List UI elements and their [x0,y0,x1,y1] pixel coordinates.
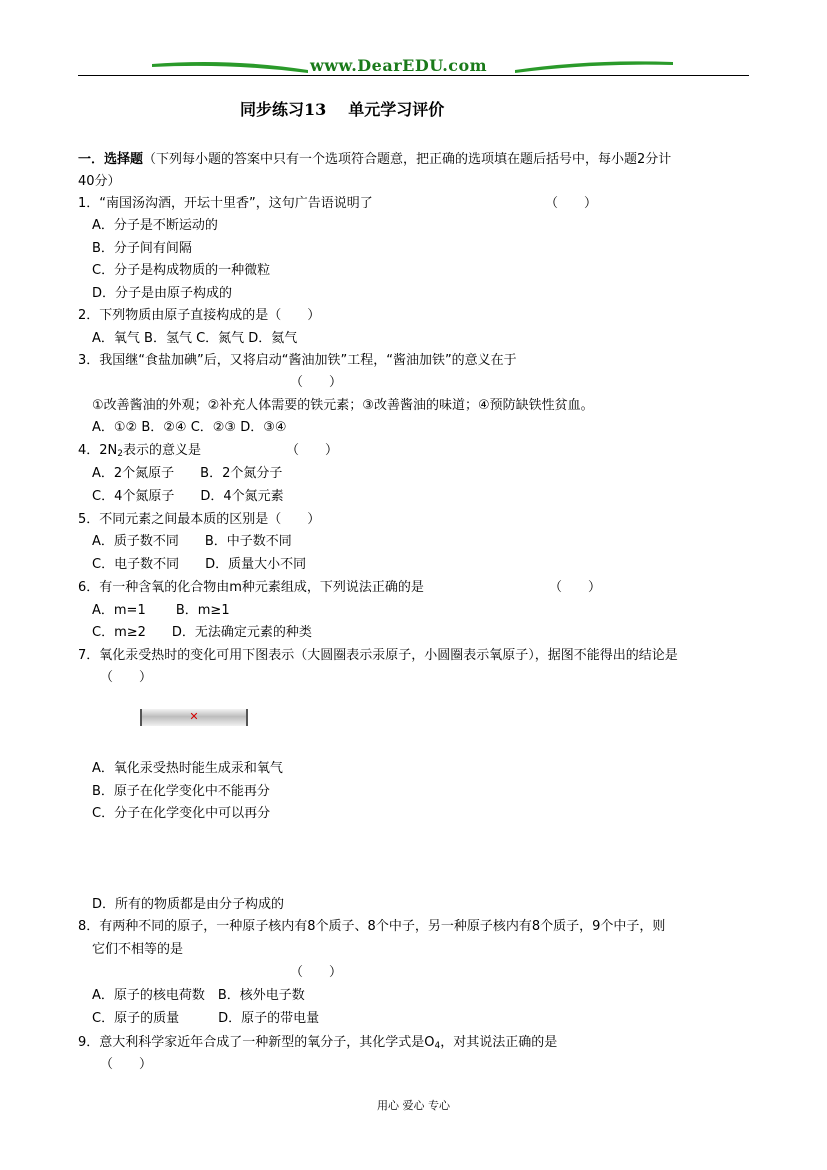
section-heading [78,151,671,169]
page-footer: 用心 爱心 专心 [377,1099,450,1112]
q4-options-ab: A．2个氮原子 B．2个氮分子 [92,466,283,481]
q8-answer-paren: （ ） [290,965,343,980]
section-label: 一．选择题 [78,152,144,167]
q7-answer-paren: （ ） [100,670,153,685]
q5-options-cd: C．电子数不同 D．质量大小不同 [92,557,307,572]
q6-stem: 6．有一种含氧的化合物由m种元素组成，下列说法正确的是 [78,580,424,595]
figure-cross-icon: ✕ [189,710,199,723]
q9-stem [78,1034,557,1052]
q7-option-b: B．原子在化学变化中不能再分 [92,784,270,799]
q9-stem-pre: 9．意大利科学家近年合成了一种新型的氧分子，其化学式是O [78,1035,435,1050]
q4-stem [78,442,201,460]
q8-stem: 8．有两种不同的原子，一种原子核内有8个质子、8个中子，另一种原子核内有8个质子，9个中子，则 [78,919,666,934]
q2-options: A．氧气 B．氢气 C．氮气 D．氦气 [92,331,298,346]
q6-answer-paren: （ ） [549,580,602,595]
q7-option-d: D．所有的物质都是由分子构成的 [92,897,285,912]
q9-stem-sub: 4 [434,1041,441,1051]
q5-stem: 5．不同元素之间最本质的区别是（ ） [78,512,321,527]
q7-option-c: C．分子在化学变化中可以再分 [92,806,271,821]
logo-text: www.DearEDU.com [310,56,488,75]
q7-figure-image [140,709,248,726]
header-rule [78,75,749,76]
q1-answer-paren: （ ） [545,196,598,211]
q6-options-cd: C．m≥2 D．无法确定元素的种类 [92,625,312,640]
q3-info: ①改善酱油的外观；②补充人体需要的铁元素；③改善酱油的味道；④预防缺铁性贫血。 [92,398,594,413]
q4-answer-paren: （ ） [286,443,339,458]
q8-options-cd: C．原子的质量 D．原子的带电量 [92,1011,320,1026]
page-title [240,97,444,120]
q8-stem-cont: 它们不相等的是 [92,942,184,957]
q3-answer-paren: （ ） [290,375,343,390]
q4-stem-post: 表示的意义是 [123,443,202,458]
q9-answer-paren: （ ） [100,1057,153,1072]
title-right: 单元学习评价 [348,100,445,119]
q1-option-b: B．分子间有间隔 [92,241,192,256]
q4-stem-sub: 2 [117,449,124,459]
q8-options-ab: A．原子的核电荷数 B．核外电子数 [92,988,305,1003]
q7-option-a: A．氧化汞受热时能生成汞和氧气 [92,761,283,776]
title-left: 同步练习13 [240,100,327,119]
q1-option-a: A．分子是不断运动的 [92,218,218,233]
section-desc-cont: 40分） [78,174,121,189]
q3-options: A．①② B．②④ C．②③ D．③④ [92,420,287,435]
q1-option-c: C．分子是构成物质的一种微粒 [92,263,271,278]
q3-stem: 3．我国继“食盐加碘”后，又将启动“酱油加铁”工程，“酱油加铁”的意义在于 [78,353,517,368]
q1-option-d: D．分子是由原子构成的 [92,286,233,301]
q9-stem-post: ，对其说法正确的是 [440,1035,558,1050]
q7-stem: 7．氧化汞受热时的变化可用下图表示（大圆圈表示汞原子，小圆圈表示氧原子），据图不能得出的结论是 [78,648,678,663]
q6-options-ab: A．m=1 B．m≥1 [92,603,230,618]
q4-stem-pre: 4．2N [78,443,118,458]
q4-options-cd: C．4个氮原子 D．4个氮元素 [92,489,284,504]
q1-stem: 1．“南国汤沟酒，开坛十里香”，这句广告语说明了 [78,196,373,211]
q5-options-ab: A．质子数不同 B．中子数不同 [92,534,292,549]
section-desc: （下列每小题的答案中只有一个选项符合题意，把正确的选项填在题后括号中，每小题2分计 [143,152,672,167]
q2-stem: 2．下列物质由原子直接构成的是（ ） [78,308,321,323]
